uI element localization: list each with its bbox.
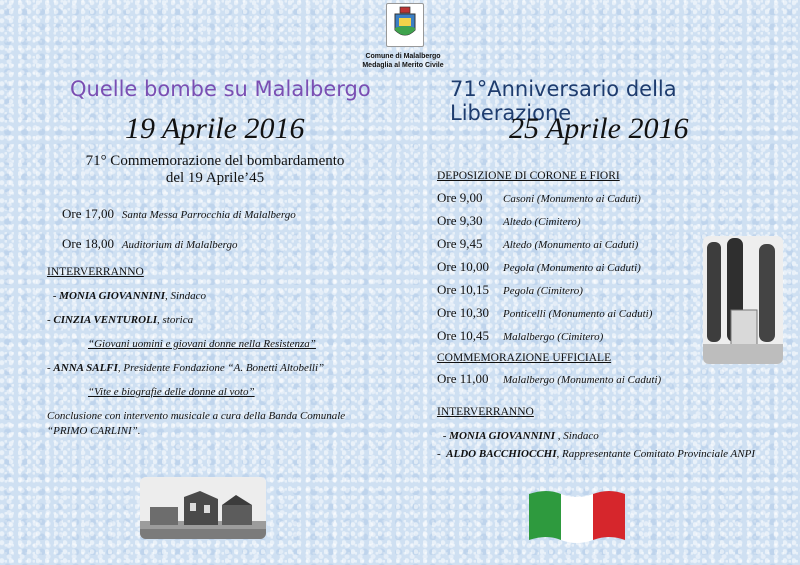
left-event-row xyxy=(62,236,238,252)
historic-ruins-photo xyxy=(140,477,266,539)
schedule-place: Pegola (Monumento ai Caduti) xyxy=(503,262,641,274)
left-speaker-2: - CINZIA VENTUROLI, storica xyxy=(47,314,194,326)
speaker-role: , Rappresentante Comitato Provinciale ANPI xyxy=(556,448,755,460)
right-date: 25 Aprile 2016 xyxy=(509,112,689,145)
schedule-place: Ponticelli (Monumento ai Caduti) xyxy=(503,308,653,320)
closing-line-1: Conclusione con intervento musicale a cura della Banda Comunale xyxy=(47,410,346,422)
schedule-time: Ore 9,45 xyxy=(437,236,483,251)
schedule-time: Ore 10,15 xyxy=(437,282,489,297)
official-header: COMMEMORAZIONE UFFICIALE xyxy=(437,352,612,364)
commemoration-line-1: 71° Commemorazione del bombardamento xyxy=(85,153,345,169)
coat-of-arms-icon xyxy=(386,3,424,47)
schedule-place: Malalbergo (Cimitero) xyxy=(503,331,604,343)
official-row xyxy=(437,371,661,387)
comune-name: Comune di Malalbergo xyxy=(365,53,441,60)
left-event-row xyxy=(62,206,296,222)
speaker-name: MONIA GIOVANNINI xyxy=(449,430,556,442)
left-event-place: Auditorium di Malalbergo xyxy=(121,239,238,251)
left-speaker-1: - MONIA GIOVANNINI, Sindaco xyxy=(50,290,206,302)
schedule-place: Altedo (Monumento ai Caduti) xyxy=(503,239,639,251)
commemoration-line-2: del 19 Aprile’45 xyxy=(165,170,265,186)
closing-text xyxy=(47,409,345,439)
talk-title: “Giovani uomini e giovani donne nella Resistenza” xyxy=(88,338,316,350)
schedule-time: Ore 9,30 xyxy=(437,213,483,228)
left-date: 19 Aprile 2016 xyxy=(125,112,305,145)
left-event-time: Ore 17,00 xyxy=(62,206,114,221)
schedule-row xyxy=(437,187,652,210)
left-event-place: Santa Messa Parrocchia di Malalbergo xyxy=(121,209,296,221)
schedule-place: Altedo (Cimitero) xyxy=(503,216,581,228)
schedule-place: Casoni (Monumento ai Caduti) xyxy=(503,193,641,205)
commemoration-text xyxy=(60,153,370,187)
comune-honor: Medaglia al Merito Civile xyxy=(362,62,444,69)
right-title: 71°Anniversario della Liberazione xyxy=(450,77,677,125)
schedule-row xyxy=(437,279,652,302)
italian-flag-icon xyxy=(527,488,627,546)
schedule-place: Pegola (Cimitero) xyxy=(503,285,583,297)
war-memorial-photo xyxy=(703,236,783,364)
speaker-name: ANNA SALFI xyxy=(53,362,118,374)
right-speaker-1: - MONIA GIOVANNINI , Sindaco xyxy=(440,430,599,442)
left-title: Quelle bombe su Malalbergo xyxy=(70,77,371,101)
official-time: Ore 11,00 xyxy=(437,371,489,386)
schedule-time: Ore 10,00 xyxy=(437,259,489,274)
schedule-row xyxy=(437,233,652,256)
schedule-time: Ore 10,45 xyxy=(437,328,489,343)
speaker-name: CINZIA VENTUROLI xyxy=(53,314,158,326)
official-place: Malalbergo (Monumento ai Caduti) xyxy=(503,374,662,386)
schedule-row xyxy=(437,302,652,325)
talk-title: “Vite e biografie delle donne al voto” xyxy=(88,386,255,398)
left-speaker-3: - ANNA SALFI, Presidente Fondazione “A. Bonetti Altobelli” xyxy=(47,362,325,374)
left-speakers-header: INTERVERRANNO xyxy=(47,266,144,278)
schedule-time: Ore 9,00 xyxy=(437,190,483,205)
speaker-name: ALDO BACCHIOCCHI xyxy=(446,448,557,460)
speaker-role: , Sindaco xyxy=(555,430,599,442)
speaker-name: MONIA GIOVANNINI xyxy=(59,290,166,302)
schedule-row xyxy=(437,210,652,233)
wreath-header: DEPOSIZIONE DI CORONE E FIORI xyxy=(437,170,620,182)
comune-caption xyxy=(330,52,476,70)
schedule-time: Ore 10,30 xyxy=(437,305,489,320)
speaker-role: , Presidente Fondazione “A. Bonetti Altobelli” xyxy=(117,362,325,374)
schedule-row xyxy=(437,325,652,348)
speaker-role: , storica xyxy=(157,314,194,326)
right-speaker-2: - ALDO BACCHIOCCHI, Rappresentante Comitato Provinciale ANPI xyxy=(437,448,755,460)
left-event-time: Ore 18,00 xyxy=(62,236,114,251)
schedule-list xyxy=(437,187,652,348)
closing-line-2: “PRIMO CARLINI”. xyxy=(47,425,141,437)
speaker-role: , Sindaco xyxy=(165,290,206,302)
schedule-row xyxy=(437,256,652,279)
right-speakers-header: INTERVERRANNO xyxy=(437,406,534,418)
